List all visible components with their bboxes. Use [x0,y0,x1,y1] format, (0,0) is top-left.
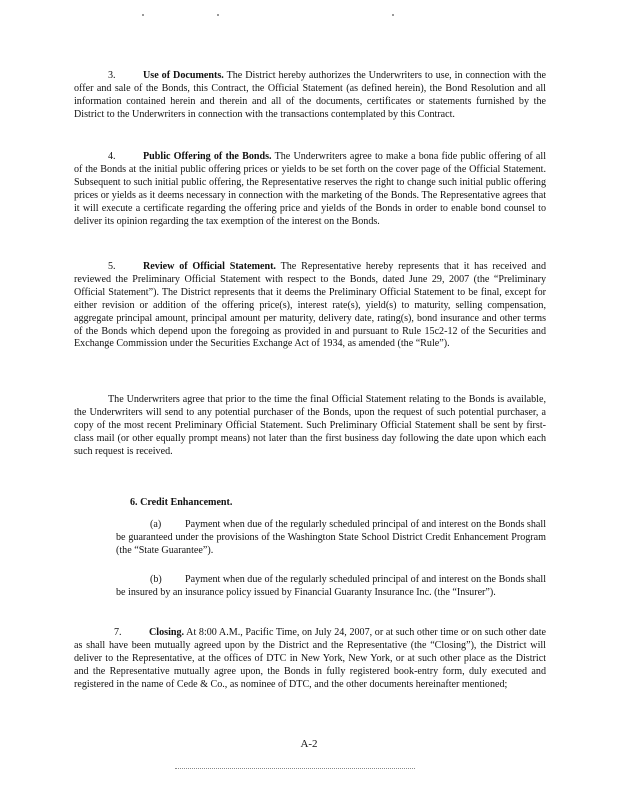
scan-mark [142,14,144,16]
item-text: Payment when due of the regularly scheduled principal of and interest on the Bonds shall be insured by an insurance policy issued by Financial Guaranty Insurance Inc. (the “Insurer”). [116,574,546,598]
item-label: (a) [150,519,162,530]
credit-item-b [116,574,546,600]
section-review-official-statement [74,261,546,351]
section-number: 7. [114,627,122,638]
item-label: (b) [150,574,162,585]
page-number: A-2 [300,738,318,750]
section-number: 3. [108,70,116,81]
footer-divider [175,768,415,769]
credit-item-a [116,519,546,558]
section-closing [74,627,546,692]
section-public-offering [74,151,546,228]
section-heading: Review of Official Statement. [143,261,276,272]
section-heading-credit-enhancement: 6. Credit Enhancement. [130,497,233,508]
section-number: 5. [108,261,116,272]
section-heading: Public Offering of the Bonds. [143,151,272,162]
section-use-of-documents [74,70,546,122]
section-text: The Representative hereby represents that it has received and reviewed the Preliminary Official Statement with respect to the Bonds, dated June 29, 2007 (the “Preliminary Official Statement”). The District represents that it deems the Preliminary Official Statement to be final, except for either revision or addition of the offering price(s), interest rate(s), yield(s) to maturity, selling compensation, aggregate principal amount, principal amount per maturity, delivery date, rating(s), bond insurance and other terms of the Bonds which depend upon the foregoing as provided in and pursuant to Rule 15c2-12 of the Securities and Exchange Commission under the Securities Exchange Act of 1934, as amended (the “Rule”). [74,261,546,350]
item-text: Payment when due of the regularly scheduled principal of and interest on the Bonds shall be guaranteed under the provisions of the Washington State School District Credit Enhancement Program (the “State Guarantee”). [116,519,546,556]
underwriters-agreement-paragraph: The Underwriters agree that prior to the time the final Official Statement relating to the Bonds is available, the Underwriters will send to any potential purchaser of the Bonds, upon the request of such potential purchaser, a copy of the most recent Preliminary Official Statement. Such Preliminary Official Statement shall be sent by first-class mail (or other equally prompt means) not later than the first business day following the date upon which each such request is received. [74,394,546,457]
section-heading: Closing. [149,627,185,638]
section-heading: Use of Documents. [143,70,224,81]
section-text: The District hereby authorizes the Underwriters to use, in connection with the offer and sale of the Bonds, this Contract, the Official Statement (as defined herein), the Bond Resolution and all information contained herein and therein and all of the documents, certificates or statements furnished by the District to the Underwriters in connection with the transactions contemplated by this Contract. [74,70,546,120]
section-number: 4. [108,151,116,162]
section-text: The Underwriters agree to make a bona fide public offering of all of the Bonds at the initial public offering prices or yields to be set forth on the cover page of the Official Statement. Subsequent to such initial public offering, the Representative reserves the right to change such initial public offering prices or yields as it deems necessary in connection with the marketing of the Bonds. The Representative agrees that it will execute a certificate regarding the offering price and yields of the Bonds in order to enable bond counsel to deliver its opinion regarding the tax exemption of the interest on the Bonds. [74,151,547,227]
section-text: At 8:00 A.M., Pacific Time, on July 24, 2007, or at such other time or on such other date as shall have been mutually agreed upon by the District and the Representative (the “Closing”), the District will deliver to the Representative, at the offices of DTC in New York, New York, or at such other place as the District and the Representative mutually agree upon, the Bonds in fully registered book-entry form, duly executed and registered in the name of Cede & Co., as nominee of DTC, and the other documents hereinafter mentioned; [74,627,546,690]
scan-mark [392,14,394,16]
scan-mark [217,14,219,16]
